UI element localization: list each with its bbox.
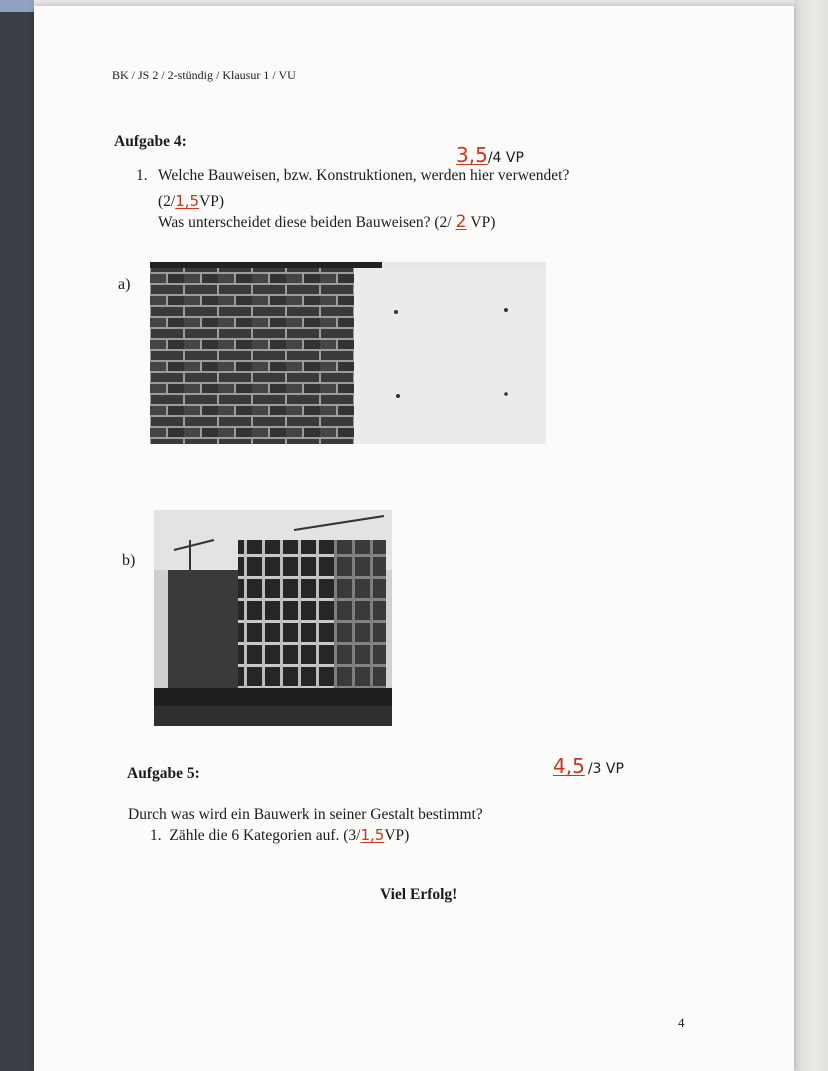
task4-q2: Was unterscheidet diese beiden Bauweisen? (2/ 2 VP) xyxy=(158,212,496,232)
photo-skeleton-construction xyxy=(154,510,392,726)
page-number: 4 xyxy=(678,1015,685,1030)
exam-page xyxy=(34,6,794,1071)
task4-title: Aufgabe 4: xyxy=(114,133,187,150)
task5-q1: 1. Zähle die 6 Kategorien auf. (3/1,5VP) xyxy=(150,826,410,844)
photo-brick-and-concrete xyxy=(150,262,546,444)
task4-q1-number: 1. xyxy=(136,167,148,184)
task4-q1-points-handwritten: 1,5 xyxy=(175,192,200,210)
task5-q1-text: Zähle die 6 Kategorien auf. (3/ xyxy=(169,827,361,844)
concrete-wall xyxy=(354,268,546,444)
task5-title: Aufgabe 5: xyxy=(127,765,200,782)
label-b: b) xyxy=(122,552,136,569)
label-a: a) xyxy=(118,276,131,293)
task4-q1-text: Welche Bauweisen, bzw. Konstruktionen, werden hier verwendet? xyxy=(158,167,570,184)
task5-intro: Durch was wird ein Bauwerk in seiner Gestalt bestimmt? xyxy=(128,806,483,823)
task4-score-total: /4 VP xyxy=(487,150,524,166)
task5-q1-points-handwritten: 1,5 xyxy=(360,826,385,844)
task4-q2-text: Was unterscheidet diese beiden Bauweisen? (2/ xyxy=(158,214,452,231)
closing-text: Viel Erfolg! xyxy=(380,886,458,903)
task4-q1-points: (2/1,5VP) xyxy=(158,192,225,210)
task5-score-total: /3 VP xyxy=(587,761,624,777)
page-header: BK / JS 2 / 2-stündig / Klausur 1 / VU xyxy=(112,68,296,82)
task4-score xyxy=(456,143,524,167)
task5-score-handwritten: 4,5 xyxy=(553,754,585,778)
brick-wall xyxy=(150,268,354,444)
scan-corner xyxy=(0,0,34,12)
scan-right-edge xyxy=(794,0,828,1071)
task5-score xyxy=(553,754,624,778)
task4-score-handwritten: 3,5 xyxy=(456,143,488,167)
task4-q2-points-handwritten: 2 xyxy=(455,212,467,232)
